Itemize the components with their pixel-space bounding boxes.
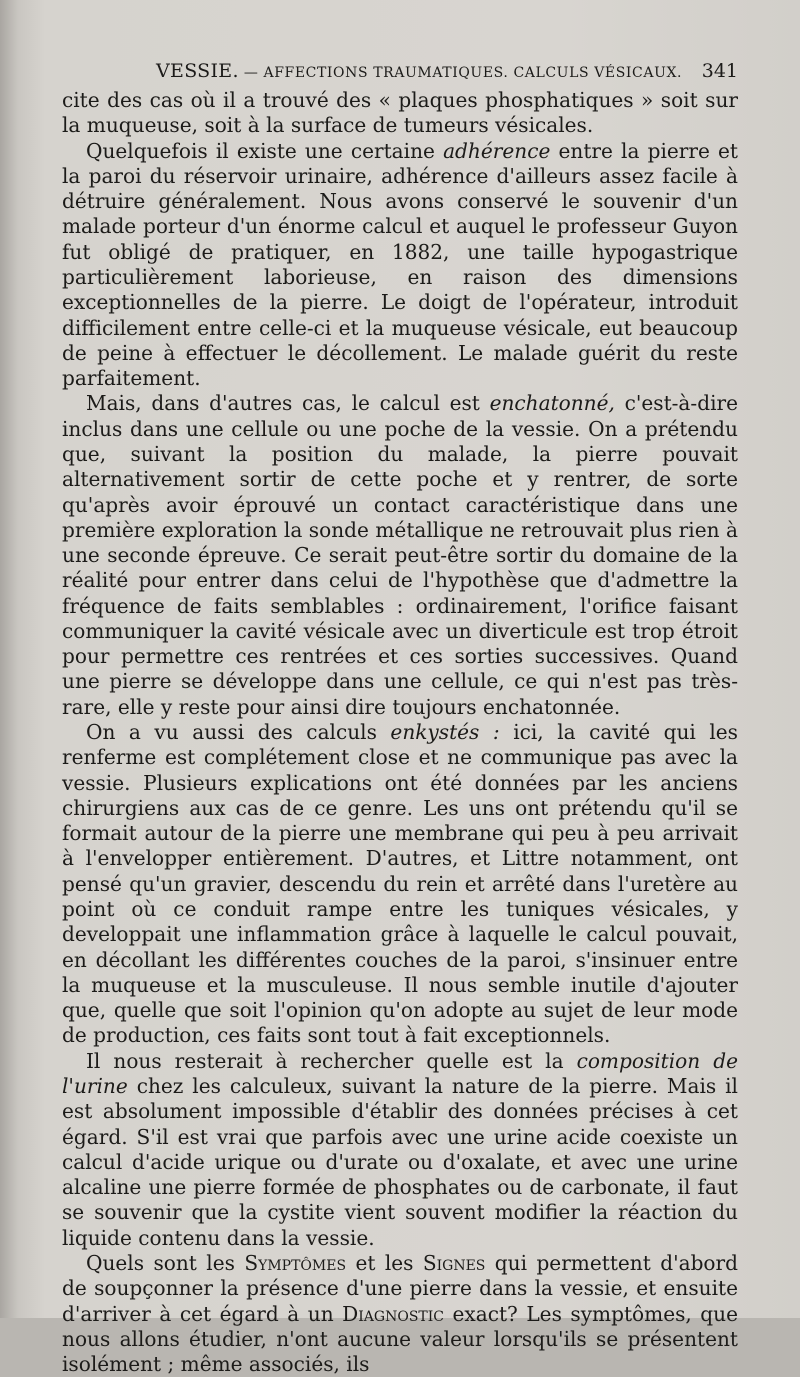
paragraph-text: cite des cas où il a trouvé des « plaques phosphatiques » soit sur la muqueuse, soit à la surface de tumeurs vésicales.: [62, 88, 738, 138]
paragraph-text: et les: [346, 1250, 423, 1275]
paragraph-enkystes: [62, 720, 738, 1049]
emphasis-term: enchatonné,: [489, 391, 615, 416]
paragraph-text: ici, la cavité qui les renferme est complétement close et ne communique pas avec la vessie. Plusieurs explications ont été données par les anciens chirurgiens aux cas de ce genre. Les uns ont prétendu qu'il se formait autour de la pierre une membrane qui peu à peu arrivait à l'envelopper entièrement. D'autres, et Littre notamment, ont pensé qu'un gravier, descendu du rein et arrêté dans l'uretère au point où ce conduit rampe entre les tuniques vésicales, y developpait une inflammation grâce à laquelle le calcul pouvait, en décollant les différentes couches de la paroi, s'insinuer entre la muqueuse et la musculeuse. Il nous semble inutile d'ajouter que, quelle que soit l'opinion qu'on adopte au sujet de leur mode de production, ces faits sont tout à fait exceptionnels.: [62, 720, 738, 1048]
paragraph-text: Quels sont les: [86, 1250, 245, 1275]
page-number: 341: [701, 60, 738, 82]
paragraph-enchatonne: [62, 391, 738, 720]
small-caps-term: Symptômes: [244, 1250, 347, 1275]
emphasis-term: adhérence: [443, 138, 551, 163]
page-header: [62, 60, 738, 88]
running-head: [156, 60, 682, 82]
emphasis-term: composition de l'urine: [62, 1048, 738, 1098]
page-body: [62, 88, 738, 1377]
small-caps-term: Signes: [422, 1250, 486, 1275]
paragraph-text: Quelquefois il existe une certaine: [86, 138, 444, 163]
running-head-subtitle: — AFFECTIONS TRAUMATIQUES. CALCULS VÉSICAUX.: [238, 65, 683, 81]
paragraph-text: Il nous resterait à rechercher quelle est la: [86, 1048, 577, 1073]
paragraph-adherence: [62, 139, 738, 392]
small-caps-term: Diagnostic: [342, 1301, 445, 1326]
emphasis-term: enkystés :: [390, 720, 500, 745]
paragraph-text: chez les calculeux, suivant la nature de la pierre. Mais il est absolument impossible d'établir des données précises à cet égard. S'il est vrai que parfois avec une urine acide coexiste un calcul d'acide urique ou d'urate ou d'oxalate, et avec une urine alcaline une pierre formée de phosphates ou de carbonate, il faut se souvenir que la cystite vient souvent modifier la réaction du liquide contenu dans la vessie.: [62, 1073, 738, 1250]
running-head-title: VESSIE.: [156, 60, 239, 82]
paragraph-text: exact? Les symptômes, que nous allons étudier, n'ont aucune valeur lorsqu'ils se présentent isolément ; même associés, ils: [62, 1301, 738, 1377]
paragraph-composition-urine: [62, 1049, 738, 1251]
paragraph-continuation: [62, 88, 738, 139]
paragraph-symptomes: [62, 1251, 738, 1377]
paragraph-text: qui permettent d'abord de soupçonner la présence d'une pierre dans la vessie, et ensuite d'arriver à cet égard à un: [62, 1250, 738, 1326]
paragraph-text: Mais, dans d'autres cas, le calcul est: [86, 391, 490, 416]
paragraph-text: c'est-à-dire inclus dans une cellule ou une poche de la vessie. On a prétendu que, suivant la position du malade, la pierre pouvait alternativement sortir de cette poche et y rentrer, de sorte qu'après avoir éprouvé un contact caractéristique dans une première exploration la sonde métallique ne retrouvait plus rien à une seconde épreuve. Ce serait peut-être sortir du domaine de la réalité pour entrer dans celui de l'hypothèse que d'admettre la fréquence de faits semblables : ordinairement, l'orifice faisant communiquer la cavité vésicale avec un diverticule est trop étroit pour permettre ces rentrées et ces sorties successives. Quand une pierre se développe dans une cellule, ce qui n'est pas très-rare, elle y reste pour ainsi dire toujours enchatonnée.: [62, 391, 738, 719]
paragraph-text: entre la pierre et la paroi du réservoir urinaire, adhérence d'ailleurs assez facile à détruire généralement. Nous avons conservé le souvenir d'un malade porteur d'un énorme calcul et auquel le professeur Guyon fut obligé de pratiquer, en 1882, une taille hypogastrique particulièrement laborieuse, en raison des dimensions exceptionnelles de la pierre. Le doigt de l'opérateur, introduit difficilement entre celle-ci et la muqueuse vésicale, eut beaucoup de peine à effectuer le décollement. Le malade guérit du reste parfaitement.: [62, 138, 739, 391]
paragraph-text: On a vu aussi des calculs: [86, 720, 391, 745]
